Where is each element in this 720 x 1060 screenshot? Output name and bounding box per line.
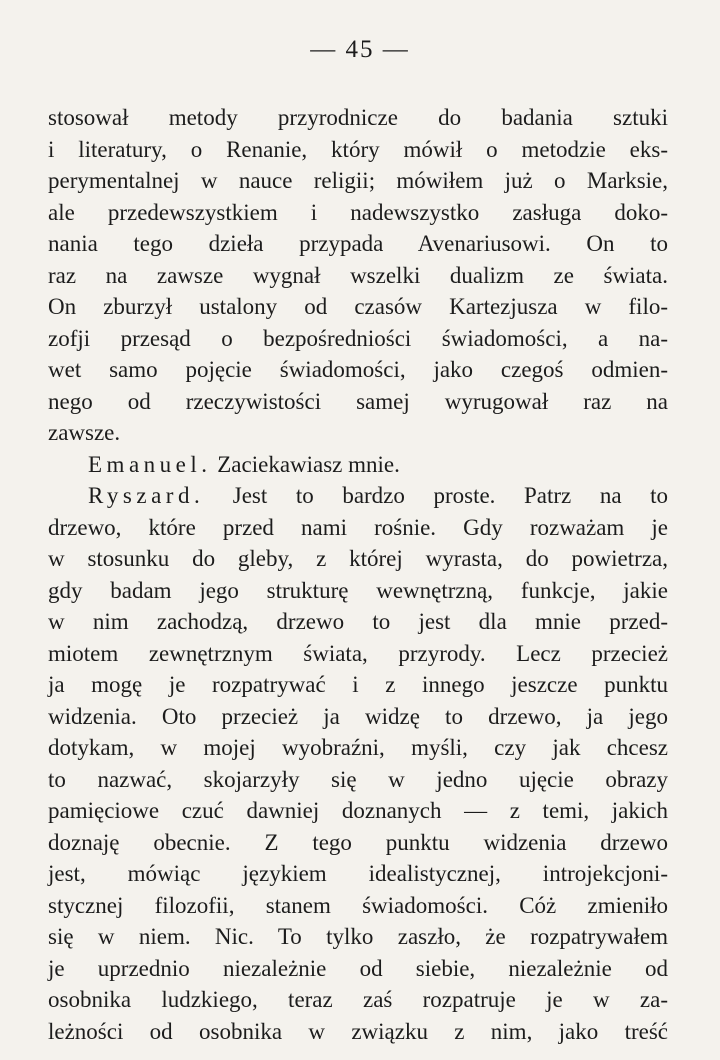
dialogue-line: [48, 449, 668, 481]
dialogue-text: Zaciekawiasz mnie.: [211, 451, 400, 477]
page-number: — 45 —: [310, 36, 410, 63]
speaker-name: Emanuel.: [88, 451, 212, 477]
text-line: widzenia. Oto przecież ja widzę to drzewo, ja jego: [48, 703, 668, 729]
text-line: zofji przesąd o bezpośredniości świadomości, a na-: [48, 325, 668, 351]
text-line: stosował metody przyrodnicze do badania sztuki: [48, 105, 668, 130]
text-line: to nazwać, skojarzyły się w jedno ujęcie obrazy: [48, 766, 668, 792]
text-line: i literatury, o Renanie, który mówił o metodzie eks-: [48, 136, 668, 162]
text-line: drzewo, które przed nami rośnie. Gdy rozważam je: [48, 514, 668, 540]
text-line: dotykam, w mojej wyobraźni, myśli, czy jak chcesz: [48, 735, 668, 760]
text-line: gdy badam jego strukturę wewnętrzną, funkcje, jakie: [48, 577, 668, 603]
dialogue-text: Jest to bardzo proste. Patrz na to: [204, 483, 668, 508]
text-line: On zburzył ustalony od czasów Kartezjusza w filo-: [48, 294, 668, 319]
text-line: nego od rzeczywistości samej wyrugował raz na: [48, 388, 668, 414]
text-line: raz na zawsze wygnał wszelki dualizm ze świata.: [48, 262, 668, 288]
text-line: się w niem. Nic. To tylko zaszło, że rozpatrywałem: [48, 924, 668, 949]
text-line: wet samo pojęcie świadomości, jako czegoś odmien-: [48, 357, 668, 382]
text-line: ale przedewszystkiem i nadewszystko zasługa doko-: [48, 199, 668, 225]
text-line: osobnika ludzkiego, teraz zaś rozpatruje je w za-: [48, 987, 668, 1012]
text-line: stycznej filozofii, stanem świadomości. Cóż zmieniło: [48, 892, 668, 918]
text-line: w stosunku do gleby, z której wyrasta, do powietrza,: [48, 546, 668, 571]
text-line: perymentalnej w nauce religii; mówiłem już o Marksie,: [48, 168, 668, 193]
text-line: w nim zachodzą, drzewo to jest dla mnie przed-: [48, 609, 668, 634]
text-line: zawsze.: [48, 420, 121, 445]
text-line: pamięciowe czuć dawniej doznanych — z temi, jakich: [48, 798, 668, 823]
text-line: ja mogę je rozpatrywać i z innego jeszcze punktu: [48, 672, 668, 697]
body-text: [48, 102, 668, 1047]
text-line: nania tego dzieła przypada Avenariusowi. On to: [48, 231, 668, 256]
text-line: je uprzednio niezależnie od siebie, niezależnie od: [48, 955, 668, 981]
speaker-name: Ryszard.: [88, 483, 205, 508]
text-line: jest, mówiąc językiem idealistycznej, introjekcjoni-: [48, 861, 668, 886]
text-line: doznaję obecnie. Z tego punktu widzenia drzewo: [48, 829, 668, 855]
text-line: miotem zewnętrznym świata, przyrody. Lecz przecież: [48, 640, 668, 666]
text-line: leżności od osobnika w związku z nim, jako treść: [48, 1018, 668, 1044]
dialogue-line: [48, 480, 668, 512]
